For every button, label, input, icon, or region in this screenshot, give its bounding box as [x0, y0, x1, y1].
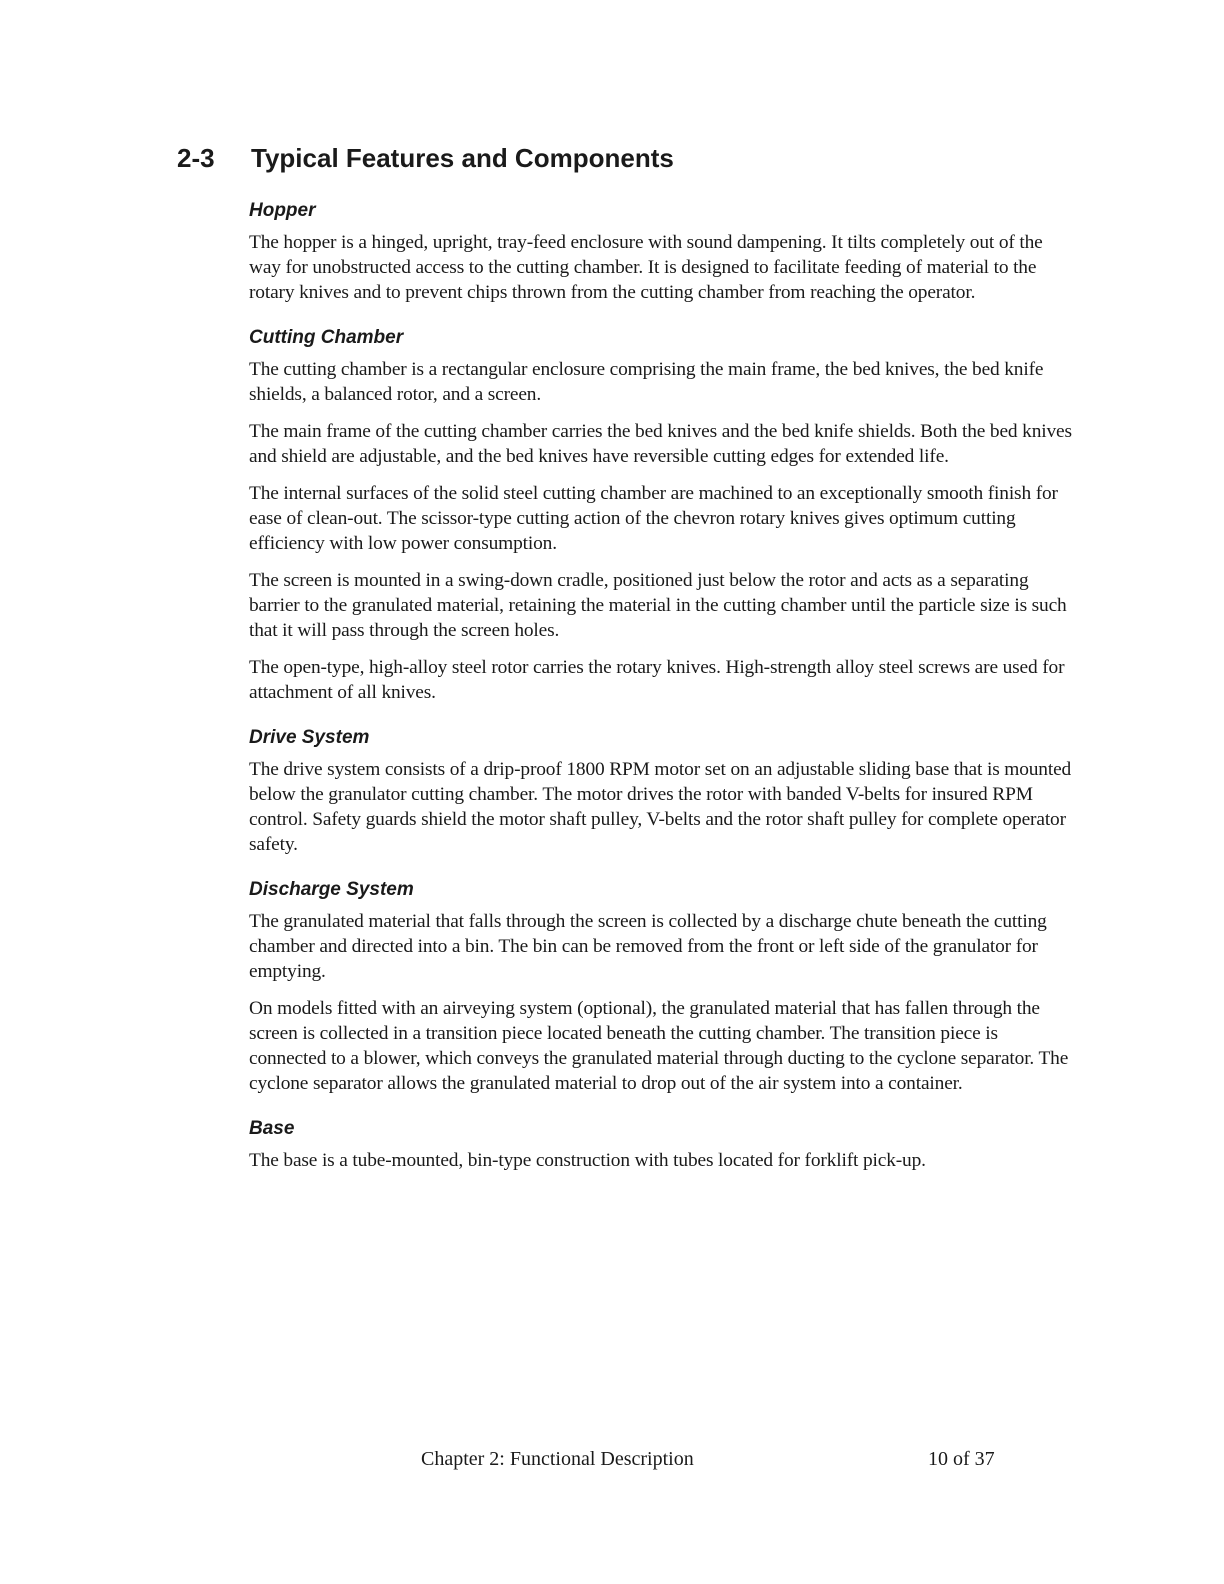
- section-number: 2-3: [177, 143, 215, 173]
- subsection-drive-system: [249, 725, 1079, 857]
- subsection-heading: Drive System: [249, 727, 370, 748]
- subsection-hopper: [249, 198, 1079, 305]
- paragraph: On models fitted with an airveying system (optional), the granulated material that has fallen through the screen is collected in a transition piece located beneath the cutting chamber. The transition piece is connected to a blower, which conveys the granulated material through ducting to the cyclone separator. The cyclone separator allows the granulated material to drop out of the air system into a container.: [249, 998, 1069, 1094]
- subsection-heading: Discharge System: [249, 879, 414, 900]
- paragraph: The main frame of the cutting chamber carries the bed knives and the bed knife shields. Both the bed knives and shield are adjustable, and the bed knives have reversible cutting edges for extended life.: [249, 421, 1072, 467]
- paragraph: The hopper is a hinged, upright, tray-feed enclosure with sound dampening. It tilts completely out of the way for unobstructed access to the cutting chamber. It is designed to facilitate feeding of material to the rotary knives and to prevent chips thrown from the cutting chamber from reaching the operator.: [249, 232, 1043, 303]
- paragraph: The base is a tube-mounted, bin-type construction with tubes located for forklift pick-up.: [249, 1150, 926, 1171]
- section-heading: [177, 141, 674, 175]
- footer-chapter: Chapter 2: Functional Description: [421, 1448, 694, 1470]
- section-title: Typical Features and Components: [251, 143, 674, 173]
- document-body: [249, 198, 1079, 1193]
- paragraph: The internal surfaces of the solid steel cutting chamber are machined to an exceptionally smooth finish for ease of clean-out. The scissor-type cutting action of the chevron rotary knives gives optimum cutting efficiency with low power consumption.: [249, 483, 1058, 554]
- subsection-cutting-chamber: [249, 325, 1079, 705]
- footer-page-number: 10 of 37: [928, 1448, 995, 1470]
- subsection-heading: Cutting Chamber: [249, 327, 404, 348]
- paragraph: The cutting chamber is a rectangular enclosure comprising the main frame, the bed knives, the bed knife shields, a balanced rotor, and a screen.: [249, 359, 1044, 405]
- paragraph: The open-type, high-alloy steel rotor carries the rotary knives. High-strength alloy steel screws are used for attachment of all knives.: [249, 657, 1065, 703]
- subsection-heading: Base: [249, 1118, 295, 1139]
- paragraph: The granulated material that falls through the screen is collected by a discharge chute beneath the cutting chamber and directed into a bin. The bin can be removed from the front or left side of the granulator for emptying.: [249, 911, 1047, 982]
- paragraph: The drive system consists of a drip-proof 1800 RPM motor set on an adjustable sliding base that is mounted below the granulator cutting chamber. The motor drives the rotor with banded V-belts for insured RPM control. Safety guards shield the motor shaft pulley, V-belts and the rotor shaft pulley for complete operator safety.: [249, 759, 1072, 855]
- subsection-base: [249, 1116, 1079, 1173]
- subsection-heading: Hopper: [249, 200, 316, 221]
- subsection-discharge-system: [249, 877, 1079, 1096]
- paragraph: The screen is mounted in a swing-down cradle, positioned just below the rotor and acts as a separating barrier to the granulated material, retaining the material in the cutting chamber until the particle size is such that it will pass through the screen holes.: [249, 570, 1067, 641]
